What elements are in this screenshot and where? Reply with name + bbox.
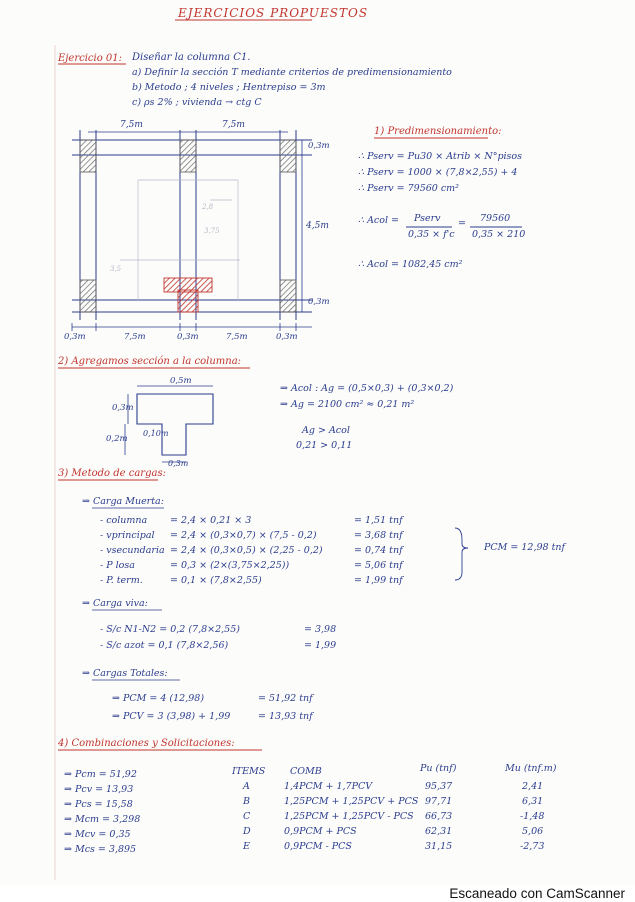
- plan-dim-right-3: 0,3m: [308, 297, 330, 307]
- load-summary-line: ⇒ Pcm = 51,92: [64, 769, 137, 780]
- totals-heading: ⇒ Cargas Totales:: [82, 668, 168, 679]
- table-cell-comb: 1,4PCM + 1,7PCV: [284, 781, 373, 792]
- plan-dim-right-2: 4,5m: [306, 221, 329, 231]
- live-row-expr: - S/c azot = 0,1 (7,8×2,56): [100, 640, 229, 651]
- plan-dim-bottom-5: 0,3m: [276, 332, 298, 342]
- dead-load-heading: ⇒ Carga Muerta:: [82, 496, 164, 507]
- ag-line-4: 0,21 > 0,11: [296, 440, 353, 451]
- plan-faint-3: 3,5: [110, 265, 122, 273]
- section1-line-3: ∴ Pserv = 79560 cm²: [358, 183, 459, 194]
- live-row-result: = 1,99: [304, 640, 337, 651]
- exercise-label: Ejercicio 01:: [58, 53, 122, 64]
- pcm-total: PCM = 12,98 tnf: [484, 542, 566, 553]
- acol-result: ∴ Acol = 1082,45 cm²: [358, 259, 463, 270]
- acol-denominator-2: 0,35 × 210: [472, 229, 526, 240]
- t-dim-height: 0,2m: [106, 434, 128, 444]
- section1-heading: 1) Predimensionamiento:: [374, 126, 502, 137]
- totals-row-result: = 13,93 tnf: [258, 711, 313, 722]
- dead-row-expr: = 2,4 × 0,21 × 3: [170, 515, 252, 526]
- page-title: EJERCICIOS PROPUESTOS: [178, 6, 369, 20]
- table-cell-mu: -2,73: [520, 841, 545, 852]
- table-cell-comb: 1,25PCM + 1,25PCV + PCS: [284, 796, 419, 807]
- totals-row-result: = 51,92 tnf: [258, 693, 313, 704]
- table-cell-comb: 0,9PCM + PCS: [284, 826, 357, 837]
- dead-row-result: = 5,06 tnf: [354, 560, 403, 571]
- ag-line-2: ⇒ Ag = 2100 cm² ≈ 0,21 m²: [280, 399, 415, 410]
- dead-row-expr: = 2,4 × (0,3×0,5) × (2,25 - 0,2): [170, 545, 323, 556]
- acol-equals: =: [458, 218, 466, 229]
- acol-denominator: 0,35 × f'c: [408, 229, 455, 240]
- live-row-expr: - S/c N1-N2 = 0,2 (7,8×2,55): [100, 624, 240, 635]
- table-cell-item: D: [243, 826, 251, 837]
- exercise-item-c: c) ρs 2% ; vivienda → ctg C: [132, 97, 262, 108]
- dead-row-result: = 3,68 tnf: [354, 530, 403, 541]
- table-cell-mu: 5,06: [522, 826, 544, 837]
- acol-numerator-2: 79560: [480, 213, 511, 224]
- dead-row-expr: = 0,3 × (2×(3,75×2,25)): [170, 560, 290, 571]
- table-header-pu: Pu (tnf): [420, 763, 457, 774]
- table-cell-item: C: [243, 811, 251, 822]
- totals-row-expr: ⇒ PCV = 3 (3,98) + 1,99: [112, 711, 231, 722]
- table-header-items: ITEMS: [232, 766, 266, 777]
- load-summary-line: ⇒ Pcs = 15,58: [64, 799, 133, 810]
- dead-row-result: = 1,99 tnf: [354, 575, 403, 586]
- plan-dim-bottom-1: 0,3m: [64, 332, 86, 342]
- table-header-mu: Mu (tnf.m): [505, 763, 557, 774]
- plan-faint-2: 3,75: [204, 227, 220, 235]
- t-dim-stem: 0,10m: [143, 429, 169, 438]
- load-summary-line: ⇒ Mcs = 3,895: [64, 844, 137, 855]
- plan-dim-bottom-4: 7,5m: [226, 332, 248, 342]
- table-cell-item: B: [243, 796, 250, 807]
- section1-line-2: ∴ Pserv = 1000 × (7,8×2,55) + 4: [358, 167, 518, 178]
- plan-dim-right-1: 0,3m: [308, 141, 330, 151]
- dead-row-item: - P losa: [100, 560, 135, 571]
- acol-lhs: ∴ Acol =: [358, 215, 399, 226]
- table-cell-comb: 0,9PCM - PCS: [284, 841, 352, 852]
- load-summary-line: ⇒ Pcv = 13,93: [64, 784, 134, 795]
- totals-row-expr: ⇒ PCM = 4 (12,98): [112, 693, 205, 704]
- table-cell-pu: 31,15: [425, 841, 453, 852]
- t-dim-left: 0,3m: [112, 403, 134, 413]
- dead-row-result: = 0,74 tnf: [354, 545, 403, 556]
- section2-heading: 2) Agregamos sección a la columna:: [58, 356, 242, 367]
- table-cell-pu: 62,31: [425, 826, 453, 837]
- table-cell-mu: 6,31: [522, 796, 544, 807]
- live-row-result: = 3,98: [304, 624, 337, 635]
- plan-dim-bottom-3: 0,3m: [177, 332, 199, 342]
- dead-row-item: - P. term.: [100, 575, 143, 586]
- plan-faint-1: 2,8: [202, 203, 214, 211]
- plan-dim-top-2: 7,5m: [222, 120, 245, 130]
- dead-row-item: - columna: [100, 515, 148, 526]
- section3-heading: 3) Metodo de cargas:: [58, 468, 166, 479]
- table-cell-pu: 97,71: [425, 796, 453, 807]
- table-cell-item: E: [243, 841, 250, 852]
- ag-line-3: Ag > Acol: [302, 425, 350, 436]
- t-dim-top: 0,5m: [170, 376, 192, 386]
- table-cell-mu: -1,48: [520, 811, 545, 822]
- load-summary-line: ⇒ Mcm = 3,298: [64, 814, 141, 825]
- scanner-watermark: Escaneado con CamScanner: [449, 886, 625, 901]
- plan-dim-bottom-2: 7,5m: [124, 332, 146, 342]
- section1-line-1: ∴ Pserv = Pu30 × Atrib × N°pisos: [358, 151, 523, 162]
- table-cell-comb: 1,25PCM + 1,25PCV - PCS: [284, 811, 414, 822]
- table-cell-item: A: [243, 781, 250, 792]
- dead-row-result: = 1,51 tnf: [354, 515, 403, 526]
- plan-dim-top-1: 7,5m: [120, 120, 143, 130]
- load-summary-line: ⇒ Mcv = 0,35: [64, 829, 131, 840]
- scanner-footer: [0, 885, 635, 902]
- dead-row-item: - vsecundaria: [100, 545, 165, 556]
- table-cell-mu: 2,41: [522, 781, 544, 792]
- exercise-statement: Diseñar la columna C1.: [132, 52, 251, 63]
- exercise-item-a: a) Definir la sección T mediante criterios de predimensionamiento: [132, 67, 452, 78]
- table-header-comb: COMB: [290, 766, 322, 777]
- acol-numerator: Pserv: [414, 213, 441, 224]
- ag-line-1: ⇒ Acol : Ag = (0,5×0,3) + (0,3×0,2): [280, 383, 454, 394]
- live-load-heading: ⇒ Carga viva:: [82, 598, 148, 609]
- dead-row-expr: = 2,4 × (0,3×0,7) × (7,5 - 0,2): [170, 530, 317, 541]
- table-cell-pu: 66,73: [425, 811, 453, 822]
- section4-heading: 4) Combinaciones y Solicitaciones:: [58, 738, 235, 749]
- dead-row-expr: = 0,1 × (7,8×2,55): [170, 575, 262, 586]
- columns: [80, 140, 296, 312]
- t-section-sketch: [125, 386, 213, 462]
- dead-row-item: - vprincipal: [100, 530, 155, 541]
- table-cell-pu: 95,37: [425, 781, 453, 792]
- exercise-item-b: b) Metodo ; 4 niveles ; Hentrepiso = 3m: [132, 82, 326, 93]
- t-dim-bottom: 0,3m: [168, 459, 189, 468]
